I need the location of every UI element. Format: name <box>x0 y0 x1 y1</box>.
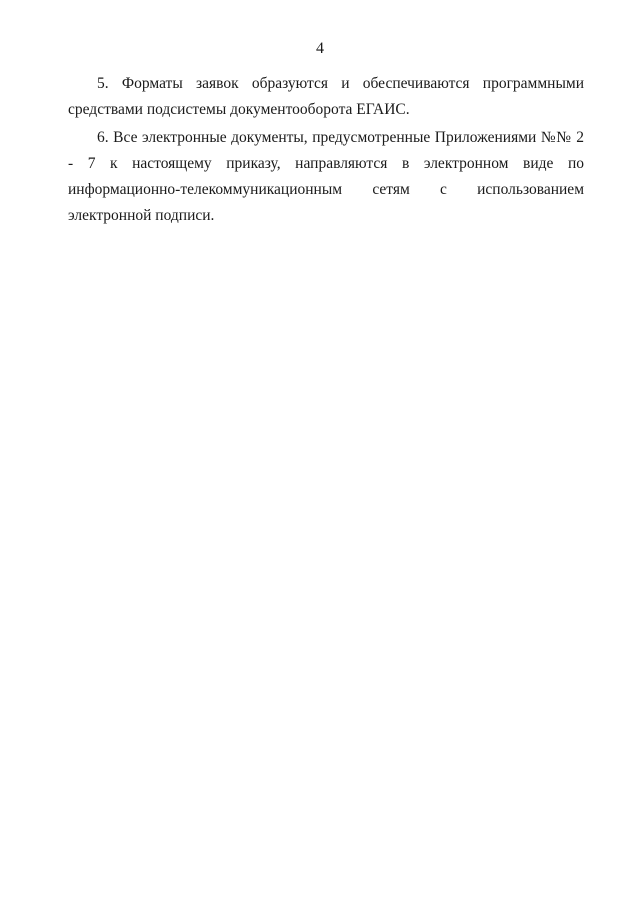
document-body <box>68 71 584 231</box>
page-number: 4 <box>316 40 324 57</box>
paragraph-text: Форматы заявок образуются и обеспечиваются программными средствами подсистемы документооборота ЕГАИС. <box>68 75 584 118</box>
paragraph-5 <box>68 71 584 123</box>
paragraph-6 <box>68 125 584 229</box>
paragraph-number: 6. <box>97 129 109 146</box>
paragraph-number: 5. <box>97 75 109 92</box>
paragraph-text: Все электронные документы, предусмотренные Приложениями №№ 2 - 7 к настоящему приказу, направляются в электронном виде по информационно-телекоммуникационным сетям с использованием электронной подписи. <box>68 129 584 224</box>
